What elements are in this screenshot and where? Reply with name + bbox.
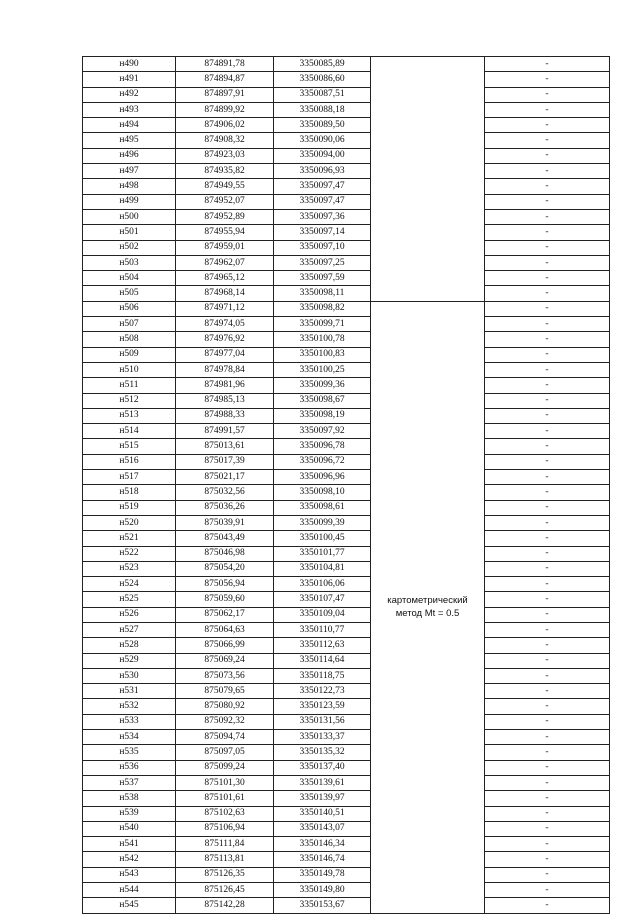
point-id-cell: н503 xyxy=(83,255,176,270)
table-row xyxy=(83,531,610,546)
table-row xyxy=(83,730,610,745)
table-row xyxy=(83,286,610,301)
table-row xyxy=(83,837,610,852)
note-cell: - xyxy=(485,470,610,485)
note-cell: - xyxy=(485,745,610,760)
point-id-cell: н545 xyxy=(83,898,176,913)
y-coordinate-cell: 3350097,92 xyxy=(274,424,371,439)
note-cell: - xyxy=(485,424,610,439)
point-id-cell: н529 xyxy=(83,653,176,668)
table-row xyxy=(83,852,610,867)
table-row xyxy=(83,760,610,775)
note-cell: - xyxy=(485,194,610,209)
table-row xyxy=(83,454,610,469)
point-id-cell: н532 xyxy=(83,699,176,714)
point-id-cell: н506 xyxy=(83,301,176,316)
y-coordinate-cell: 3350097,47 xyxy=(274,179,371,194)
point-id-cell: н509 xyxy=(83,347,176,362)
x-coordinate-cell: 874988,33 xyxy=(176,408,274,423)
point-id-cell: н544 xyxy=(83,883,176,898)
point-id-cell: н537 xyxy=(83,775,176,790)
y-coordinate-cell: 3350131,56 xyxy=(274,714,371,729)
x-coordinate-cell: 875099,24 xyxy=(176,760,274,775)
point-id-cell: н490 xyxy=(83,57,176,72)
point-id-cell: н512 xyxy=(83,393,176,408)
table-row xyxy=(83,194,610,209)
point-id-cell: н536 xyxy=(83,760,176,775)
note-cell: - xyxy=(485,607,610,622)
point-id-cell: н496 xyxy=(83,148,176,163)
x-coordinate-cell: 874949,55 xyxy=(176,179,274,194)
note-cell: - xyxy=(485,546,610,561)
y-coordinate-cell: 3350096,96 xyxy=(274,470,371,485)
point-id-cell: н538 xyxy=(83,791,176,806)
x-coordinate-cell: 874985,13 xyxy=(176,393,274,408)
x-coordinate-cell: 875106,94 xyxy=(176,821,274,836)
point-id-cell: н516 xyxy=(83,454,176,469)
note-cell: - xyxy=(485,118,610,133)
note-cell: - xyxy=(485,408,610,423)
table-row xyxy=(83,362,610,377)
note-cell: - xyxy=(485,301,610,316)
y-coordinate-cell: 3350106,06 xyxy=(274,577,371,592)
x-coordinate-cell: 875126,35 xyxy=(176,867,274,882)
x-coordinate-cell: 875126,45 xyxy=(176,883,274,898)
y-coordinate-cell: 3350122,73 xyxy=(274,684,371,699)
point-id-cell: н504 xyxy=(83,271,176,286)
coordinates-table-body xyxy=(83,57,610,914)
table-row xyxy=(83,271,610,286)
table-row xyxy=(83,209,610,224)
y-coordinate-cell: 3350100,78 xyxy=(274,332,371,347)
table-row xyxy=(83,408,610,423)
note-cell: - xyxy=(485,622,610,637)
point-id-cell: н515 xyxy=(83,439,176,454)
y-coordinate-cell: 3350137,40 xyxy=(274,760,371,775)
x-coordinate-cell: 875017,39 xyxy=(176,454,274,469)
x-coordinate-cell: 875054,20 xyxy=(176,561,274,576)
y-coordinate-cell: 3350098,82 xyxy=(274,301,371,316)
table-row xyxy=(83,515,610,530)
y-coordinate-cell: 3350107,47 xyxy=(274,592,371,607)
point-id-cell: н534 xyxy=(83,730,176,745)
note-cell: - xyxy=(485,209,610,224)
point-id-cell: н533 xyxy=(83,714,176,729)
x-coordinate-cell: 875032,56 xyxy=(176,485,274,500)
table-row xyxy=(83,806,610,821)
table-row xyxy=(83,775,610,790)
point-id-cell: н501 xyxy=(83,225,176,240)
note-cell: - xyxy=(485,317,610,332)
x-coordinate-cell: 875021,17 xyxy=(176,470,274,485)
y-coordinate-cell: 3350110,77 xyxy=(274,622,371,637)
table-row xyxy=(83,317,610,332)
note-cell: - xyxy=(485,87,610,102)
x-coordinate-cell: 875073,56 xyxy=(176,668,274,683)
x-coordinate-cell: 874981,96 xyxy=(176,378,274,393)
y-coordinate-cell: 3350139,61 xyxy=(274,775,371,790)
point-id-cell: н494 xyxy=(83,118,176,133)
point-id-cell: н519 xyxy=(83,500,176,515)
note-cell: - xyxy=(485,286,610,301)
note-cell: - xyxy=(485,500,610,515)
note-cell: - xyxy=(485,653,610,668)
method-label-line: картометрический xyxy=(387,595,468,607)
y-coordinate-cell: 3350101,77 xyxy=(274,546,371,561)
y-coordinate-cell: 3350099,36 xyxy=(274,378,371,393)
table-row xyxy=(83,301,610,316)
point-id-cell: н540 xyxy=(83,821,176,836)
note-cell: - xyxy=(485,515,610,530)
note-cell: - xyxy=(485,852,610,867)
y-coordinate-cell: 3350085,89 xyxy=(274,57,371,72)
y-coordinate-cell: 3350100,25 xyxy=(274,362,371,377)
note-cell: - xyxy=(485,271,610,286)
y-coordinate-cell: 3350088,18 xyxy=(274,102,371,117)
x-coordinate-cell: 874978,84 xyxy=(176,362,274,377)
x-coordinate-cell: 875043,49 xyxy=(176,531,274,546)
note-cell: - xyxy=(485,240,610,255)
y-coordinate-cell: 3350140,51 xyxy=(274,806,371,821)
y-coordinate-cell: 3350090,06 xyxy=(274,133,371,148)
method-label-line: метод Mt = 0.5 xyxy=(395,608,460,620)
y-coordinate-cell: 3350100,45 xyxy=(274,531,371,546)
method-cell-empty xyxy=(371,57,485,302)
table-row xyxy=(83,561,610,576)
y-coordinate-cell: 3350098,19 xyxy=(274,408,371,423)
note-cell: - xyxy=(485,561,610,576)
note-cell: - xyxy=(485,57,610,72)
x-coordinate-cell: 875101,30 xyxy=(176,775,274,790)
point-id-cell: н543 xyxy=(83,867,176,882)
note-cell: - xyxy=(485,332,610,347)
note-cell: - xyxy=(485,179,610,194)
x-coordinate-cell: 875069,24 xyxy=(176,653,274,668)
table-row xyxy=(83,500,610,515)
x-coordinate-cell: 875056,94 xyxy=(176,577,274,592)
x-coordinate-cell: 874935,82 xyxy=(176,164,274,179)
point-id-cell: н521 xyxy=(83,531,176,546)
x-coordinate-cell: 874952,89 xyxy=(176,209,274,224)
point-id-cell: н500 xyxy=(83,209,176,224)
y-coordinate-cell: 3350139,97 xyxy=(274,791,371,806)
table-row xyxy=(83,791,610,806)
x-coordinate-cell: 874976,92 xyxy=(176,332,274,347)
y-coordinate-cell: 3350086,60 xyxy=(274,72,371,87)
table-row xyxy=(83,684,610,699)
x-coordinate-cell: 875013,61 xyxy=(176,439,274,454)
note-cell: - xyxy=(485,760,610,775)
table-row xyxy=(83,57,610,72)
table-row xyxy=(83,653,610,668)
y-coordinate-cell: 3350114,64 xyxy=(274,653,371,668)
table-row xyxy=(83,179,610,194)
table-row xyxy=(83,470,610,485)
table-row xyxy=(83,118,610,133)
y-coordinate-cell: 3350087,51 xyxy=(274,87,371,102)
point-id-cell: н510 xyxy=(83,362,176,377)
x-coordinate-cell: 874991,57 xyxy=(176,424,274,439)
y-coordinate-cell: 3350089,50 xyxy=(274,118,371,133)
x-coordinate-cell: 875094,74 xyxy=(176,730,274,745)
note-cell: - xyxy=(485,867,610,882)
coordinates-table xyxy=(82,56,610,914)
x-coordinate-cell: 874908,32 xyxy=(176,133,274,148)
point-id-cell: н539 xyxy=(83,806,176,821)
note-cell: - xyxy=(485,485,610,500)
x-coordinate-cell: 874955,94 xyxy=(176,225,274,240)
note-cell: - xyxy=(485,133,610,148)
x-coordinate-cell: 874894,87 xyxy=(176,72,274,87)
point-id-cell: н525 xyxy=(83,592,176,607)
x-coordinate-cell: 874971,12 xyxy=(176,301,274,316)
note-cell: - xyxy=(485,821,610,836)
x-coordinate-cell: 875111,84 xyxy=(176,837,274,852)
table-row xyxy=(83,607,610,622)
y-coordinate-cell: 3350097,47 xyxy=(274,194,371,209)
point-id-cell: н526 xyxy=(83,607,176,622)
y-coordinate-cell: 3350097,59 xyxy=(274,271,371,286)
y-coordinate-cell: 3350094,00 xyxy=(274,148,371,163)
point-id-cell: н497 xyxy=(83,164,176,179)
y-coordinate-cell: 3350133,37 xyxy=(274,730,371,745)
table-row xyxy=(83,72,610,87)
table-row xyxy=(83,255,610,270)
point-id-cell: н523 xyxy=(83,561,176,576)
x-coordinate-cell: 874923,03 xyxy=(176,148,274,163)
table-row xyxy=(83,699,610,714)
table-row xyxy=(83,240,610,255)
y-coordinate-cell: 3350135,32 xyxy=(274,745,371,760)
x-coordinate-cell: 875080,92 xyxy=(176,699,274,714)
note-cell: - xyxy=(485,684,610,699)
y-coordinate-cell: 3350118,75 xyxy=(274,668,371,683)
table-row xyxy=(83,164,610,179)
y-coordinate-cell: 3350097,14 xyxy=(274,225,371,240)
x-coordinate-cell: 875113,81 xyxy=(176,852,274,867)
y-coordinate-cell: 3350097,25 xyxy=(274,255,371,270)
x-coordinate-cell: 874962,07 xyxy=(176,255,274,270)
y-coordinate-cell: 3350096,78 xyxy=(274,439,371,454)
table-row xyxy=(83,745,610,760)
x-coordinate-cell: 874891,78 xyxy=(176,57,274,72)
table-row xyxy=(83,714,610,729)
table-row xyxy=(83,102,610,117)
note-cell: - xyxy=(485,806,610,821)
point-id-cell: н511 xyxy=(83,378,176,393)
note-cell: - xyxy=(485,592,610,607)
y-coordinate-cell: 3350112,63 xyxy=(274,638,371,653)
table-row xyxy=(83,148,610,163)
x-coordinate-cell: 875039,91 xyxy=(176,515,274,530)
note-cell: - xyxy=(485,72,610,87)
point-id-cell: н535 xyxy=(83,745,176,760)
table-row xyxy=(83,546,610,561)
table-row xyxy=(83,347,610,362)
point-id-cell: н522 xyxy=(83,546,176,561)
note-cell: - xyxy=(485,164,610,179)
point-id-cell: н493 xyxy=(83,102,176,117)
x-coordinate-cell: 875102,63 xyxy=(176,806,274,821)
note-cell: - xyxy=(485,393,610,408)
point-id-cell: н524 xyxy=(83,577,176,592)
y-coordinate-cell: 3350109,04 xyxy=(274,607,371,622)
note-cell: - xyxy=(485,347,610,362)
point-id-cell: н542 xyxy=(83,852,176,867)
x-coordinate-cell: 874965,12 xyxy=(176,271,274,286)
point-id-cell: н514 xyxy=(83,424,176,439)
table-row xyxy=(83,225,610,240)
note-cell: - xyxy=(485,775,610,790)
table-row xyxy=(83,424,610,439)
y-coordinate-cell: 3350100,83 xyxy=(274,347,371,362)
point-id-cell: н508 xyxy=(83,332,176,347)
point-id-cell: н492 xyxy=(83,87,176,102)
table-row xyxy=(83,378,610,393)
x-coordinate-cell: 875092,32 xyxy=(176,714,274,729)
note-cell: - xyxy=(485,668,610,683)
y-coordinate-cell: 3350096,72 xyxy=(274,454,371,469)
note-cell: - xyxy=(485,225,610,240)
x-coordinate-cell: 874959,01 xyxy=(176,240,274,255)
note-cell: - xyxy=(485,699,610,714)
point-id-cell: н491 xyxy=(83,72,176,87)
point-id-cell: н502 xyxy=(83,240,176,255)
point-id-cell: н520 xyxy=(83,515,176,530)
y-coordinate-cell: 3350143,07 xyxy=(274,821,371,836)
y-coordinate-cell: 3350096,93 xyxy=(274,164,371,179)
note-cell: - xyxy=(485,378,610,393)
note-cell: - xyxy=(485,102,610,117)
point-id-cell: н518 xyxy=(83,485,176,500)
point-id-cell: н498 xyxy=(83,179,176,194)
y-coordinate-cell: 3350146,34 xyxy=(274,837,371,852)
note-cell: - xyxy=(485,837,610,852)
table-row xyxy=(83,439,610,454)
table-row xyxy=(83,638,610,653)
note-cell: - xyxy=(485,883,610,898)
point-id-cell: н517 xyxy=(83,470,176,485)
y-coordinate-cell: 3350098,61 xyxy=(274,500,371,515)
point-id-cell: н505 xyxy=(83,286,176,301)
y-coordinate-cell: 3350097,10 xyxy=(274,240,371,255)
note-cell: - xyxy=(485,730,610,745)
note-cell: - xyxy=(485,362,610,377)
method-cell xyxy=(371,301,485,913)
note-cell: - xyxy=(485,454,610,469)
table-row xyxy=(83,622,610,637)
point-id-cell: н507 xyxy=(83,317,176,332)
table-row xyxy=(83,867,610,882)
note-cell: - xyxy=(485,577,610,592)
point-id-cell: н499 xyxy=(83,194,176,209)
note-cell: - xyxy=(485,898,610,913)
point-id-cell: н530 xyxy=(83,668,176,683)
y-coordinate-cell: 3350104,81 xyxy=(274,561,371,576)
x-coordinate-cell: 875101,61 xyxy=(176,791,274,806)
point-id-cell: н528 xyxy=(83,638,176,653)
note-cell: - xyxy=(485,148,610,163)
table-row xyxy=(83,577,610,592)
note-cell: - xyxy=(485,531,610,546)
x-coordinate-cell: 875036,26 xyxy=(176,500,274,515)
note-cell: - xyxy=(485,714,610,729)
y-coordinate-cell: 3350098,67 xyxy=(274,393,371,408)
table-row xyxy=(83,133,610,148)
y-coordinate-cell: 3350098,10 xyxy=(274,485,371,500)
point-id-cell: н527 xyxy=(83,622,176,637)
table-row xyxy=(83,821,610,836)
x-coordinate-cell: 875062,17 xyxy=(176,607,274,622)
y-coordinate-cell: 3350099,71 xyxy=(274,317,371,332)
x-coordinate-cell: 874899,92 xyxy=(176,102,274,117)
table-row xyxy=(83,393,610,408)
point-id-cell: н531 xyxy=(83,684,176,699)
note-cell: - xyxy=(485,439,610,454)
point-id-cell: н513 xyxy=(83,408,176,423)
y-coordinate-cell: 3350149,78 xyxy=(274,867,371,882)
y-coordinate-cell: 3350099,39 xyxy=(274,515,371,530)
x-coordinate-cell: 875064,63 xyxy=(176,622,274,637)
point-id-cell: н495 xyxy=(83,133,176,148)
y-coordinate-cell: 3350146,74 xyxy=(274,852,371,867)
x-coordinate-cell: 874952,07 xyxy=(176,194,274,209)
x-coordinate-cell: 874906,02 xyxy=(176,118,274,133)
table-row xyxy=(83,898,610,913)
y-coordinate-cell: 3350097,36 xyxy=(274,209,371,224)
x-coordinate-cell: 874897,91 xyxy=(176,87,274,102)
table-row xyxy=(83,87,610,102)
y-coordinate-cell: 3350123,59 xyxy=(274,699,371,714)
table-row xyxy=(83,332,610,347)
x-coordinate-cell: 875097,05 xyxy=(176,745,274,760)
x-coordinate-cell: 875066,99 xyxy=(176,638,274,653)
x-coordinate-cell: 875046,98 xyxy=(176,546,274,561)
note-cell: - xyxy=(485,638,610,653)
x-coordinate-cell: 875079,65 xyxy=(176,684,274,699)
table-row xyxy=(83,592,610,607)
note-cell: - xyxy=(485,791,610,806)
x-coordinate-cell: 874974,05 xyxy=(176,317,274,332)
note-cell: - xyxy=(485,255,610,270)
x-coordinate-cell: 875142,28 xyxy=(176,898,274,913)
table-row xyxy=(83,668,610,683)
y-coordinate-cell: 3350149,80 xyxy=(274,883,371,898)
table-row xyxy=(83,883,610,898)
x-coordinate-cell: 874968,14 xyxy=(176,286,274,301)
x-coordinate-cell: 874977,04 xyxy=(176,347,274,362)
x-coordinate-cell: 875059,60 xyxy=(176,592,274,607)
point-id-cell: н541 xyxy=(83,837,176,852)
y-coordinate-cell: 3350098,11 xyxy=(274,286,371,301)
table-row xyxy=(83,485,610,500)
y-coordinate-cell: 3350153,67 xyxy=(274,898,371,913)
